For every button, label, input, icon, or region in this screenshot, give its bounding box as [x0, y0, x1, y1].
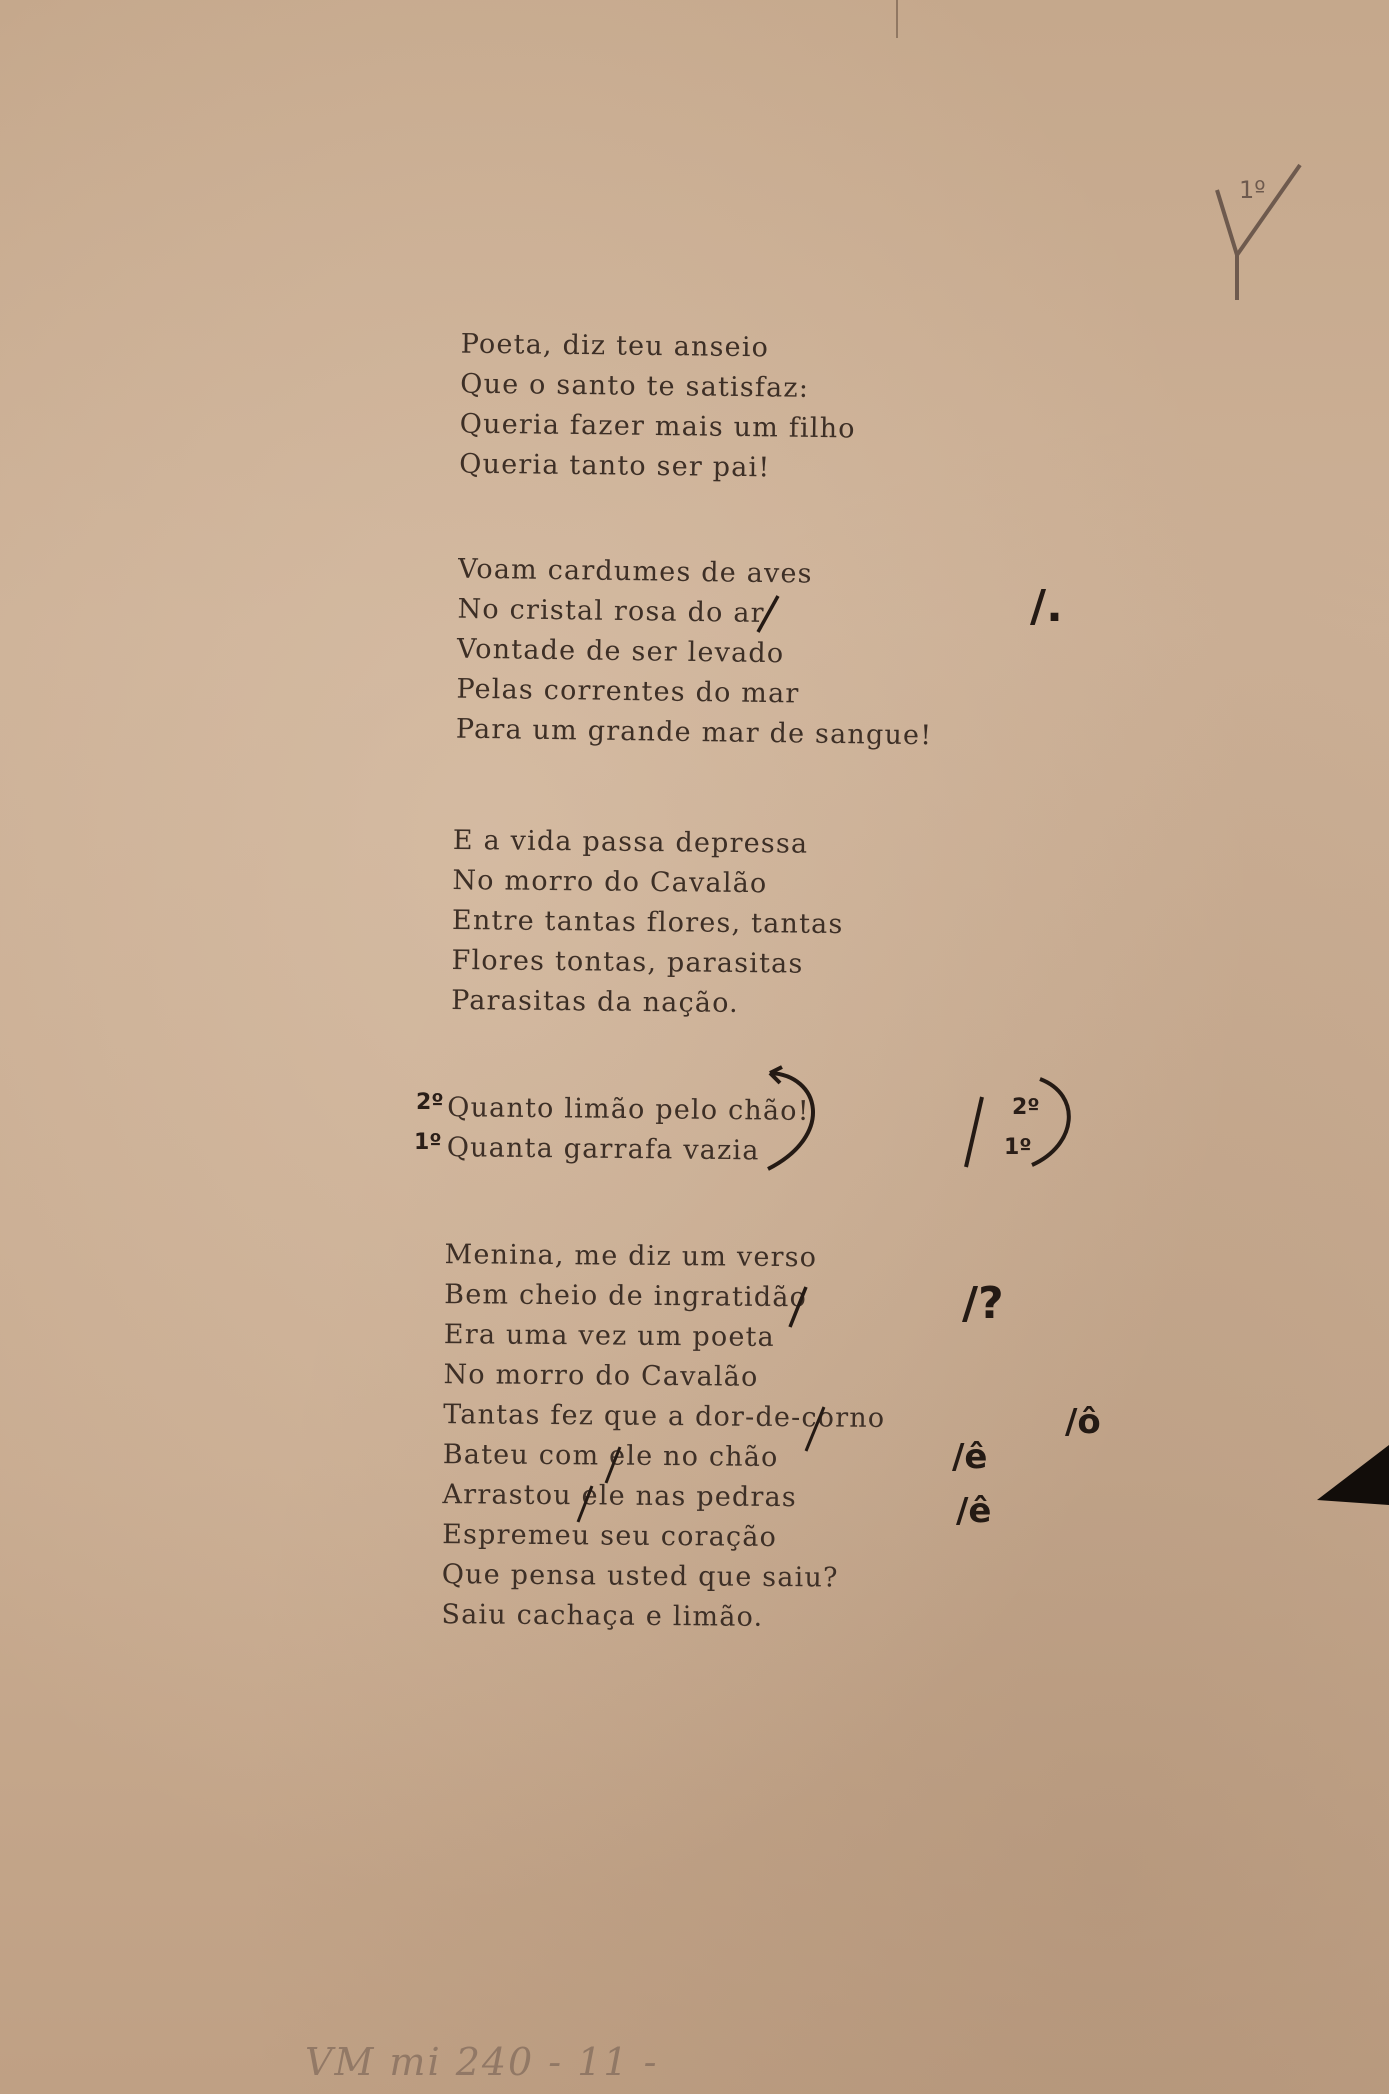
margin-order-bottom: 1º — [1004, 1135, 1032, 1160]
verse-line: No morro do Cavalão — [443, 1359, 759, 1393]
verse-line: Menina, me diz um verso — [444, 1239, 818, 1274]
corner-pencil-mark — [1215, 160, 1305, 304]
verse-line: Pelas correntes do mar — [456, 673, 800, 710]
verse-line: Flores tontas, parasitas — [451, 944, 804, 980]
slash-mark-after-ingratidao — [786, 1285, 810, 1334]
verse-line: Quanta garrafa vazia — [446, 1132, 760, 1167]
strike-corno — [800, 1405, 830, 1457]
slash-mark-after-ar — [752, 594, 782, 638]
verse-line: Parasitas da nação. — [451, 984, 740, 1019]
verse-line: Bem cheio de ingratidão — [444, 1279, 808, 1314]
margin-question-mark: /? — [962, 1278, 1004, 1329]
archive-reference: VM mi 240 - 11 - — [305, 2040, 659, 2084]
verse-line: No cristal rosa do ar — [457, 593, 765, 629]
margin-mark-stanza-2: /. — [1030, 581, 1063, 632]
torn-edge — [1317, 1445, 1389, 1509]
verse-line: Queria fazer mais um filho — [459, 408, 856, 445]
order-number-first: 2º — [416, 1090, 444, 1115]
verse-line: E a vida passa depressa — [452, 824, 809, 860]
verse-line: Arrastou ele nas pedras — [442, 1479, 798, 1514]
verse-line: Quanto limão pelo chão! — [447, 1092, 810, 1127]
swap-arrow-mark — [760, 1065, 830, 1179]
stanza-4 — [447, 1088, 810, 1172]
verse-line: Que pensa usted que saiu? — [441, 1559, 839, 1594]
corner-pencil-text: 1º — [1239, 176, 1266, 204]
verse-line: Que o santo te satisfaz: — [460, 368, 810, 404]
order-number-second: 1º — [414, 1130, 442, 1155]
verse-line: Tantas fez que a dor-de-corno — [443, 1399, 886, 1434]
margin-circumflex-o: /ô — [1065, 1402, 1101, 1442]
verse-line: Saiu cachaça e limão. — [441, 1599, 764, 1633]
verse-line: Vontade de ser levado — [456, 633, 785, 670]
verse-line: Entre tantas flores, tantas — [451, 904, 844, 941]
margin-circumflex-e-1: /ê — [952, 1437, 988, 1477]
verse-line: Era uma vez um poeta — [443, 1319, 776, 1353]
page-crease — [896, 0, 898, 38]
stanza-2 — [456, 550, 935, 757]
margin-order-mark — [962, 1075, 1082, 1179]
verse-line: Para um grande mar de sangue! — [455, 713, 933, 752]
verse-line: No morro do Cavalão — [452, 864, 768, 900]
margin-order-top: 2º — [1012, 1095, 1040, 1120]
verse-line: Espremeu seu coração — [442, 1519, 778, 1553]
verse-line: Bateu com ele no chão — [442, 1439, 779, 1473]
verse-line: Poeta, diz teu anseio — [460, 328, 770, 364]
margin-circumflex-e-2: /ê — [956, 1491, 992, 1531]
stanza-1 — [459, 325, 857, 490]
strike-ele-1 — [602, 1445, 624, 1489]
stanza-3 — [451, 821, 845, 1025]
strike-ele-2 — [574, 1484, 596, 1528]
verse-line: Queria tanto ser pai! — [459, 448, 771, 484]
verse-line: Voam cardumes de aves — [457, 553, 813, 590]
